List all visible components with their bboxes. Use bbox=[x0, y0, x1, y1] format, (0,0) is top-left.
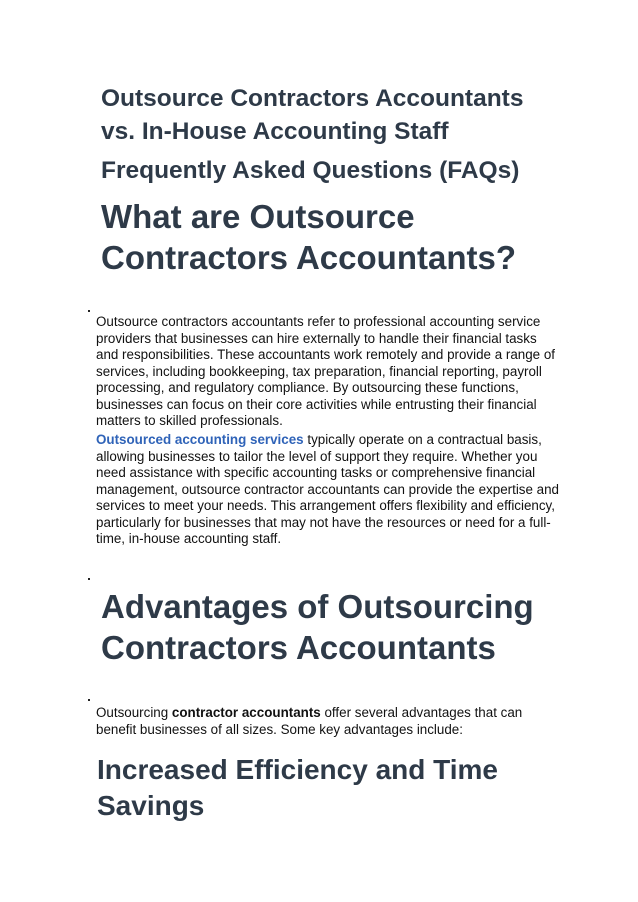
services-paragraph bbox=[96, 432, 559, 548]
intro-paragraph-line: Outsource contractors accountants refer to professional accounting service bbox=[96, 314, 541, 329]
advantages-paragraph bbox=[96, 705, 522, 738]
services-paragraph-line: allowing businesses to tailor the level of support they require. Whether you bbox=[96, 448, 538, 464]
faq-heading: Frequently Asked Questions (FAQs) bbox=[101, 157, 520, 184]
document-title-line-2: vs. In-House Accounting Staff bbox=[101, 118, 449, 145]
services-paragraph-line: time, in-house accounting staff. bbox=[96, 531, 282, 546]
intro-paragraph-line: and responsibilities. These accountants work remotely and provide a range of bbox=[96, 347, 556, 362]
advantages-paragraph-prefix: Outsourcing bbox=[96, 705, 172, 720]
intro-paragraph-line: businesses can focus on their core activities while entrusting their financial bbox=[96, 396, 537, 412]
intro-paragraph-line: matters to skilled professionals. bbox=[96, 413, 283, 428]
advantages-heading bbox=[101, 586, 534, 668]
question-heading-line-1: What are Outsource bbox=[101, 198, 415, 235]
efficiency-heading-line-2: Savings bbox=[97, 790, 205, 821]
bullet-marker bbox=[88, 310, 90, 312]
services-paragraph-line bbox=[96, 432, 559, 449]
efficiency-heading bbox=[97, 752, 498, 824]
services-paragraph-line: management, outsource contractor accountants can provide the expertise and bbox=[96, 481, 559, 497]
services-paragraph-first-line-rest: typically operate on a contractual basis, bbox=[303, 432, 542, 447]
document-title-line-1: Outsource Contractors Accountants bbox=[101, 85, 524, 112]
outsourced-accounting-services-link[interactable]: Outsourced accounting services bbox=[96, 432, 304, 447]
advantages-paragraph-line bbox=[96, 705, 522, 722]
advantages-paragraph-line: benefit businesses of all sizes. Some key advantages include: bbox=[96, 721, 463, 737]
intro-paragraph-line: providers that businesses can hire externally to handle their financial tasks bbox=[96, 330, 537, 346]
intro-paragraph-line: processing, and regulatory compliance. By outsourcing these functions, bbox=[96, 380, 519, 395]
intro-paragraph-line: services, including bookkeeping, tax preparation, financial reporting, payroll bbox=[96, 363, 542, 379]
services-paragraph-line: services to meet your needs. This arrangement offers flexibility and efficiency, bbox=[96, 498, 555, 513]
contractor-accountants-emphasis: contractor accountants bbox=[171, 705, 321, 720]
services-paragraph-line: particularly for businesses that may not have the resources or need for a full- bbox=[96, 514, 551, 530]
bullet-marker bbox=[88, 699, 90, 701]
bullet-marker bbox=[88, 578, 90, 580]
intro-paragraph bbox=[96, 314, 555, 430]
document-title bbox=[101, 82, 523, 148]
services-paragraph-line: need assistance with specific accounting tasks or comprehensive financial bbox=[96, 465, 536, 480]
advantages-paragraph-first-line-rest: offer several advantages that can bbox=[320, 705, 523, 720]
advantages-heading-line-1: Advantages of Outsourcing bbox=[101, 588, 534, 625]
advantages-heading-line-2: Contractors Accountants bbox=[101, 629, 496, 666]
question-heading bbox=[101, 196, 516, 278]
efficiency-heading-line-1: Increased Efficiency and Time bbox=[97, 754, 498, 785]
question-heading-line-2: Contractors Accountants? bbox=[101, 239, 516, 276]
